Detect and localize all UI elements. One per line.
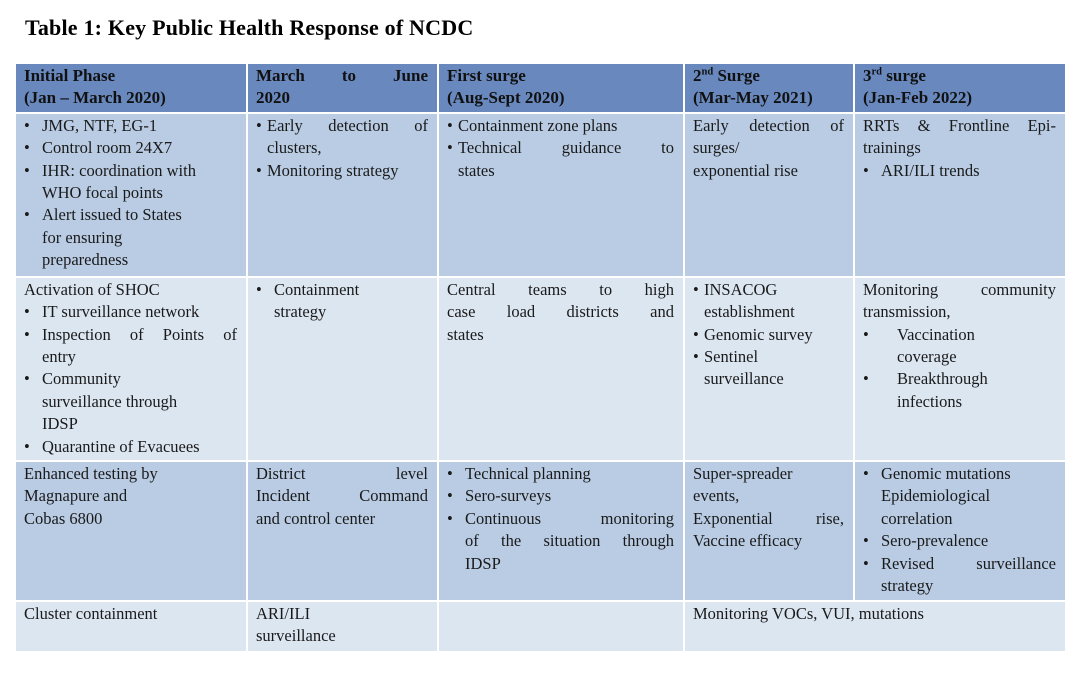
text-line: Activation of SHOC bbox=[24, 279, 160, 299]
text-line: (Jan-Feb 2022) bbox=[863, 88, 973, 108]
header-cell-3 bbox=[438, 63, 684, 113]
text-line: INSACOG bbox=[704, 279, 778, 299]
text-line: coverage bbox=[897, 347, 957, 367]
text-line: Vaccine efficacy bbox=[693, 531, 803, 551]
body-cell-r1c5 bbox=[854, 113, 1066, 277]
table-row bbox=[15, 461, 1066, 600]
bullet-item bbox=[863, 530, 1056, 552]
item-text bbox=[693, 603, 1056, 625]
text-line: entry bbox=[42, 347, 76, 367]
bullet-icon: • bbox=[863, 464, 869, 484]
bullet-item bbox=[693, 346, 844, 391]
bullet-icon: • bbox=[863, 324, 869, 344]
bullet-icon: • bbox=[693, 324, 699, 344]
text-line: (Aug-Sept 2020) bbox=[447, 88, 565, 108]
body-cell-r2c2 bbox=[247, 277, 438, 461]
bullet-icon: • bbox=[447, 486, 453, 506]
text-segment: 3 bbox=[863, 66, 872, 85]
text-line: (Jan – March 2020) bbox=[24, 88, 166, 108]
text-line: IHR: coordination with bbox=[42, 160, 196, 180]
text-block bbox=[24, 279, 237, 301]
text-line: Quarantine of Evacuees bbox=[42, 436, 200, 456]
item-text bbox=[42, 436, 237, 458]
text-line: Initial Phase bbox=[24, 66, 116, 85]
text-line: Sentinel bbox=[704, 347, 759, 367]
text-line: exponential rise bbox=[693, 160, 798, 180]
text-line: Technical planning bbox=[465, 464, 591, 484]
text-line: Breakthrough bbox=[897, 369, 988, 389]
text-line: Monitoring strategy bbox=[267, 160, 399, 180]
text-line: Early detection of bbox=[693, 115, 844, 135]
item-text bbox=[881, 160, 1056, 182]
bullet-item bbox=[24, 137, 237, 159]
text-line: surveillance bbox=[704, 369, 784, 389]
bullet-icon: • bbox=[24, 302, 30, 322]
item-text bbox=[693, 463, 844, 553]
bullet-item bbox=[447, 463, 674, 485]
item-text bbox=[42, 204, 237, 271]
text-line: Inspection of Points of bbox=[42, 324, 237, 344]
text-line: Epidemiological bbox=[881, 486, 991, 506]
text-line: ARI/ILI bbox=[256, 603, 311, 623]
item-text bbox=[863, 279, 1056, 324]
body-cell-r2c5 bbox=[854, 277, 1066, 461]
superscript: nd bbox=[701, 66, 714, 78]
item-text bbox=[458, 137, 674, 182]
text-line bbox=[863, 65, 1056, 87]
bullet-icon: • bbox=[693, 279, 699, 299]
item-text bbox=[24, 279, 237, 301]
text-line: and control center bbox=[256, 508, 376, 528]
bullet-item bbox=[863, 553, 1056, 598]
text-line: Control room 24X7 bbox=[42, 138, 173, 158]
text-line: IDSP bbox=[42, 414, 78, 434]
text-line: Community bbox=[42, 369, 121, 389]
text-segment: 2 bbox=[693, 66, 702, 85]
table-title: Table 1: Key Public Health Response of NCDC bbox=[25, 15, 474, 40]
text-line: surges/ bbox=[693, 138, 740, 158]
text-line: of the situation through bbox=[465, 531, 674, 551]
bullet-icon: • bbox=[24, 138, 30, 158]
item-text bbox=[465, 508, 674, 575]
bullet-icon: • bbox=[447, 138, 453, 158]
bullet-item bbox=[447, 115, 674, 137]
text-block bbox=[693, 115, 844, 182]
text-block bbox=[24, 603, 237, 625]
body-cell-r1c1 bbox=[15, 113, 247, 277]
bullet-item bbox=[256, 115, 428, 160]
text-line: Incident Command bbox=[256, 486, 428, 506]
text-segment: Surge bbox=[713, 66, 760, 85]
item-text bbox=[256, 463, 428, 530]
bullet-icon: • bbox=[863, 553, 869, 573]
header-row bbox=[15, 63, 1066, 113]
body-cell-r4c3 bbox=[438, 601, 684, 652]
text-line: Monitoring community bbox=[863, 279, 1056, 299]
bullet-item bbox=[863, 368, 1056, 413]
text-line: Continuous monitoring bbox=[465, 508, 674, 528]
text-line: WHO focal points bbox=[42, 183, 163, 203]
text-line: states bbox=[447, 324, 484, 344]
body-cell-r1c3 bbox=[438, 113, 684, 277]
table-body bbox=[15, 113, 1066, 652]
bullet-icon: • bbox=[24, 324, 30, 344]
item-text bbox=[693, 115, 844, 182]
bullet-item bbox=[256, 160, 428, 182]
item-text bbox=[881, 553, 1056, 598]
bullet-item bbox=[693, 279, 844, 324]
text-segment: surge bbox=[882, 66, 926, 85]
bullet-icon: • bbox=[863, 369, 869, 389]
text-line: case load districts and bbox=[447, 302, 674, 322]
text-line: IDSP bbox=[465, 553, 501, 573]
text-line: JMG, NTF, EG-1 bbox=[42, 115, 158, 135]
bullet-item bbox=[24, 204, 237, 271]
text-line: strategy bbox=[274, 302, 327, 322]
body-cell-r2c1 bbox=[15, 277, 247, 461]
bullet-icon: • bbox=[447, 464, 453, 484]
bullet-icon: • bbox=[256, 279, 262, 299]
body-cell-r1c2 bbox=[247, 113, 438, 277]
table-row bbox=[15, 277, 1066, 461]
item-text bbox=[42, 301, 237, 323]
text-line: IT surveillance network bbox=[42, 302, 200, 322]
superscript: rd bbox=[871, 66, 883, 78]
text-line: Sero-surveys bbox=[465, 486, 552, 506]
bullet-item bbox=[256, 279, 428, 324]
bullet-item bbox=[24, 160, 237, 205]
text-line: Magnapure and bbox=[24, 486, 128, 506]
text-line: Alert issued to States bbox=[42, 205, 182, 225]
header-cell-1 bbox=[15, 63, 247, 113]
item-text bbox=[881, 463, 1056, 530]
item-text bbox=[267, 115, 428, 160]
item-text bbox=[274, 279, 428, 324]
body-cell-r4c2 bbox=[247, 601, 438, 652]
text-line: 2020 bbox=[256, 88, 290, 108]
text-line: Cluster containment bbox=[24, 603, 158, 623]
text-line: for ensuring bbox=[42, 227, 123, 247]
item-text bbox=[897, 324, 1056, 369]
table-row bbox=[15, 601, 1066, 652]
bullet-icon: • bbox=[256, 160, 262, 180]
text-line: District level bbox=[256, 464, 428, 484]
text-line: surveillance bbox=[256, 625, 336, 645]
text-line: Genomic survey bbox=[704, 324, 813, 344]
item-text bbox=[704, 346, 844, 391]
text-line: trainings bbox=[863, 138, 921, 158]
item-text bbox=[42, 368, 237, 435]
body-cell-r3c4 bbox=[684, 461, 854, 600]
bullet-icon: • bbox=[24, 369, 30, 389]
bullet-icon: • bbox=[24, 205, 30, 225]
bullet-icon: • bbox=[24, 115, 30, 135]
text-line: events, bbox=[693, 486, 740, 506]
text-line: preparedness bbox=[42, 250, 129, 270]
item-text bbox=[42, 137, 237, 159]
bullet-icon: • bbox=[447, 508, 453, 528]
body-cell-r3c3 bbox=[438, 461, 684, 600]
bullet-item bbox=[24, 324, 237, 369]
bullet-item bbox=[24, 301, 237, 323]
bullet-item bbox=[863, 160, 1056, 182]
text-line: Monitoring VOCs, VUI, mutations bbox=[693, 603, 924, 623]
bullet-icon: • bbox=[24, 160, 30, 180]
text-line: correlation bbox=[881, 508, 953, 528]
text-line: Super-spreader bbox=[693, 464, 793, 484]
body-cell-r1c4 bbox=[684, 113, 854, 277]
header-cell-2 bbox=[247, 63, 438, 113]
item-text bbox=[458, 115, 674, 137]
bullet-item bbox=[24, 115, 237, 137]
text-line: establishment bbox=[704, 302, 795, 322]
bullet-item bbox=[447, 508, 674, 575]
item-text bbox=[42, 115, 237, 137]
text-line: (Mar-May 2021) bbox=[693, 88, 813, 108]
text-block bbox=[693, 603, 1056, 625]
text-block bbox=[256, 603, 428, 648]
body-cell-r3c1 bbox=[15, 461, 247, 600]
text-line: March to June bbox=[256, 66, 428, 85]
text-line: Exponential rise, bbox=[693, 508, 844, 528]
item-text bbox=[24, 463, 237, 530]
text-block bbox=[24, 463, 237, 530]
bullet-item bbox=[24, 436, 237, 458]
text-line bbox=[693, 65, 844, 87]
item-text bbox=[42, 160, 237, 205]
bullet-item bbox=[447, 137, 674, 182]
text-block bbox=[863, 279, 1056, 324]
item-text bbox=[465, 485, 674, 507]
item-text bbox=[897, 368, 1056, 413]
text-line: transmission, bbox=[863, 302, 951, 322]
header-cell-5 bbox=[854, 63, 1066, 113]
text-line: surveillance through bbox=[42, 391, 178, 411]
response-table bbox=[14, 62, 1067, 653]
bullet-item bbox=[693, 324, 844, 346]
header-cell-4 bbox=[684, 63, 854, 113]
bullet-item bbox=[863, 463, 1056, 530]
text-line: Vaccination bbox=[897, 324, 975, 344]
text-line: states bbox=[458, 160, 495, 180]
text-line: Sero-prevalence bbox=[881, 531, 989, 551]
text-line: Containment zone plans bbox=[458, 115, 618, 135]
text-line: ARI/ILI trends bbox=[881, 160, 980, 180]
text-block bbox=[447, 279, 674, 346]
table-row bbox=[15, 113, 1066, 277]
page bbox=[0, 15, 1080, 677]
text-block bbox=[256, 463, 428, 530]
item-text bbox=[24, 603, 237, 625]
text-line: Containment bbox=[274, 279, 360, 299]
item-text bbox=[704, 279, 844, 324]
body-cell-r2c4 bbox=[684, 277, 854, 461]
text-line: Cobas 6800 bbox=[24, 508, 103, 528]
bullet-icon: • bbox=[863, 531, 869, 551]
text-line: infections bbox=[897, 391, 963, 411]
item-text bbox=[42, 324, 237, 369]
text-line: Enhanced testing by bbox=[24, 464, 158, 484]
bullet-icon: • bbox=[24, 436, 30, 456]
bullet-item bbox=[863, 324, 1056, 369]
body-cell-r4c4 bbox=[684, 601, 1066, 652]
text-line: Technical guidance to bbox=[458, 138, 674, 158]
bullet-icon: • bbox=[256, 115, 262, 135]
item-text bbox=[881, 530, 1056, 552]
item-text bbox=[267, 160, 428, 182]
body-cell-r2c3 bbox=[438, 277, 684, 461]
text-line: Early detection of bbox=[267, 115, 428, 135]
body-cell-r3c5 bbox=[854, 461, 1066, 600]
text-line: Genomic mutations bbox=[881, 464, 1011, 484]
text-line: Central teams to high bbox=[447, 279, 674, 299]
text-line: RRTs & Frontline Epi- bbox=[863, 115, 1056, 135]
body-cell-r3c2 bbox=[247, 461, 438, 600]
bullet-icon: • bbox=[863, 160, 869, 180]
text-block bbox=[693, 463, 844, 553]
text-line: clusters, bbox=[267, 138, 322, 158]
bullet-item bbox=[24, 368, 237, 435]
bullet-icon: • bbox=[447, 115, 453, 135]
text-line: First surge bbox=[447, 66, 526, 85]
body-cell-r4c1 bbox=[15, 601, 247, 652]
item-text bbox=[863, 115, 1056, 160]
item-text bbox=[465, 463, 674, 485]
item-text bbox=[256, 603, 428, 648]
text-block bbox=[863, 115, 1056, 160]
item-text bbox=[447, 279, 674, 346]
text-line: Revised surveillance bbox=[881, 553, 1056, 573]
bullet-icon: • bbox=[693, 347, 699, 367]
text-line: strategy bbox=[881, 576, 934, 596]
item-text bbox=[704, 324, 844, 346]
bullet-item bbox=[447, 485, 674, 507]
